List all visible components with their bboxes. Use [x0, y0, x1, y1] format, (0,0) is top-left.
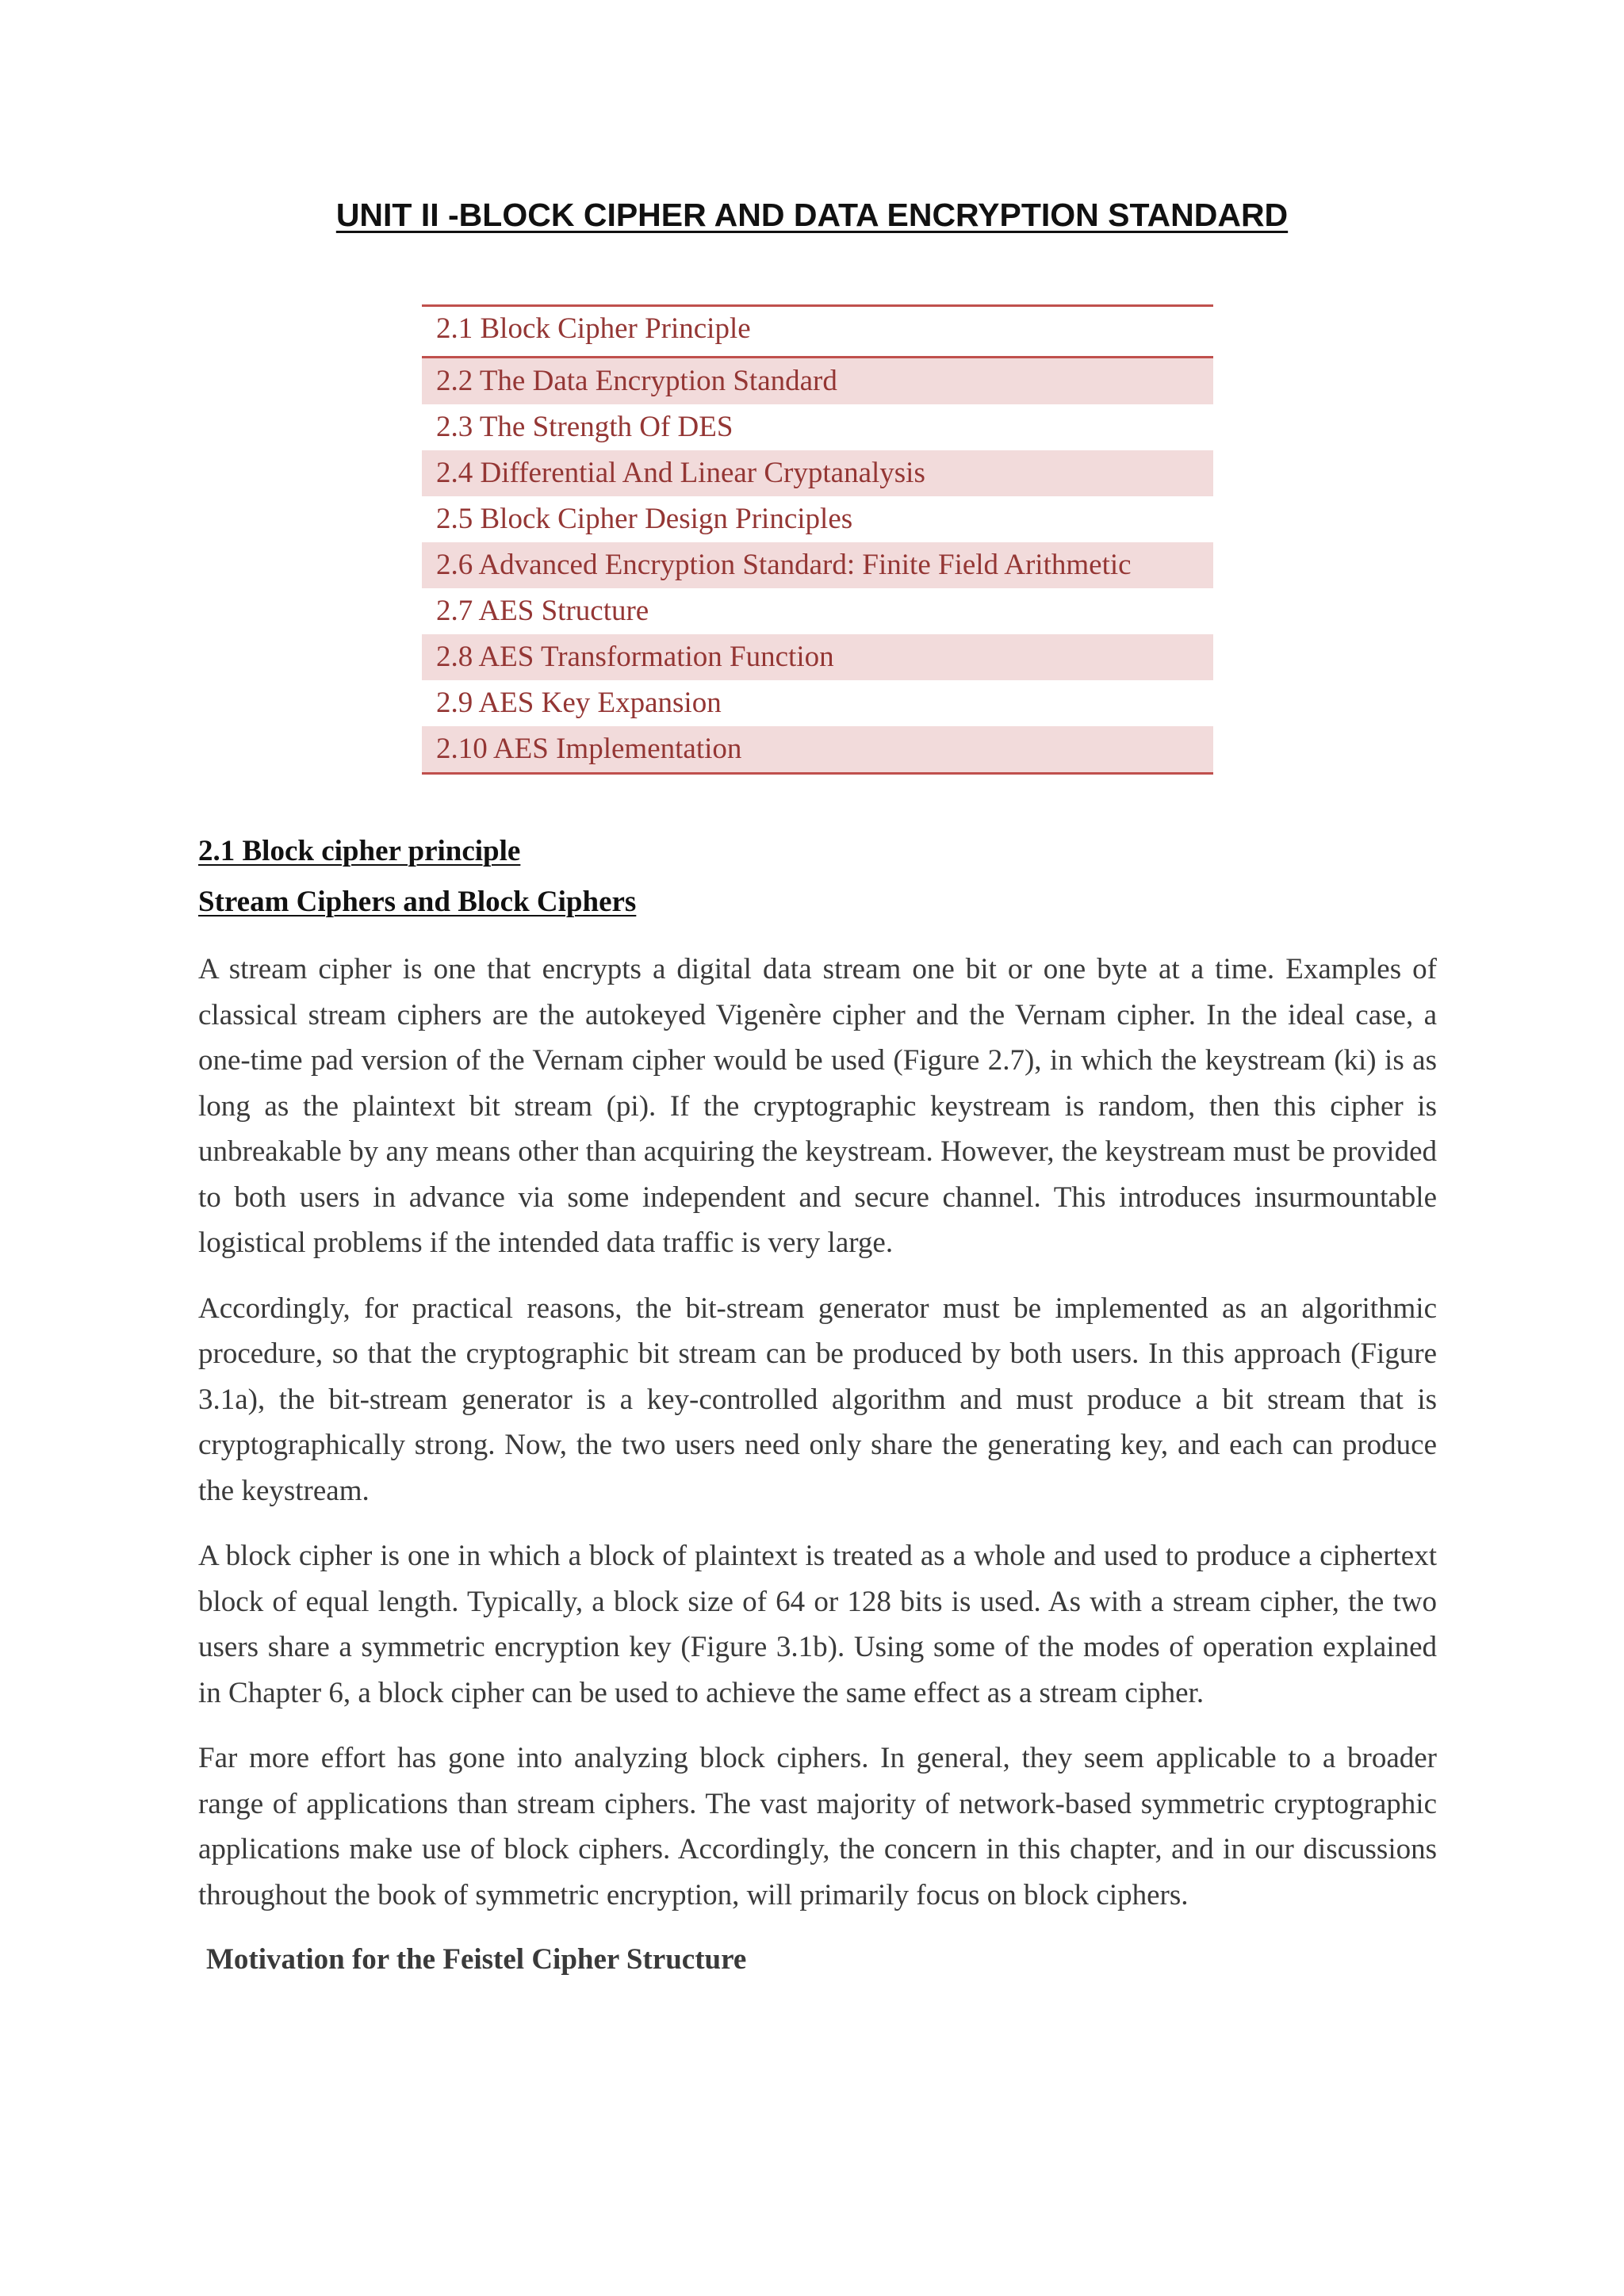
- paragraph: A stream cipher is one that encrypts a digital data stream one bit or one byte at a time. Examples of classical stream ciphers are the autokeyed Vigenère cipher and the Vernam cipher. In the ideal case, a one-time pad version of the Vernam cipher would be used (Figure 2.7), in which the keystream (ki) is as long as the plaintext bit stream (pi). If the cryptographic keystream is random, then this cipher is unbreakable by any means other than acquiring the keystream. However, the keystream must be provided to both users in advance via some independent and secure channel. This introduces insurmountable logistical problems if the intended data traffic is very large.: [198, 953, 1437, 1259]
- toc-item: 2.3 The Strength Of DES: [436, 411, 733, 443]
- subsection-heading: Stream Ciphers and Block Ciphers: [198, 886, 637, 918]
- paragraph: Far more effort has gone into analyzing block ciphers. In general, they seem applicable to a broader range of applications than stream ciphers. The vast majority of network-based symmetric cryptographic applications make use of block ciphers. Accordingly, the concern in this chapter, and in our discussions throughout the book of symmetric encryption, will primarily focus on block ciphers.: [198, 1742, 1437, 1911]
- document-body: [198, 829, 1437, 1982]
- section-heading: 2.1 Block cipher principle: [198, 835, 521, 867]
- toc-item: 2.5 Block Cipher Design Principles: [436, 503, 853, 535]
- paragraph: Accordingly, for practical reasons, the bit-stream generator must be implemented as an algorithmic procedure, so that the cryptographic bit stream can be produced by both users. In this approach (Figure 3.1a), the bit-stream generator is a key-controlled algorithm and must produce a bit stream that is cryptographically strong. Now, the two users need only share the generating key, and each can produce the keystream.: [198, 1292, 1437, 1507]
- toc-item: 2.6 Advanced Encryption Standard: Finite Field Arithmetic: [422, 542, 1213, 588]
- toc-item: 2.10 AES Implementation: [422, 726, 1213, 772]
- toc-item: 2.2 The Data Encryption Standard: [422, 358, 1213, 404]
- table-of-contents: [422, 304, 1213, 775]
- page-title: UNIT II -BLOCK CIPHER AND DATA ENCRYPTION STANDARD: [335, 197, 1289, 233]
- motivation-heading: Motivation for the Feistel Cipher Structure: [206, 1943, 747, 1976]
- toc-item: 2.1 Block Cipher Principle: [422, 307, 1213, 358]
- toc-item: 2.4 Differential And Linear Cryptanalysis: [422, 450, 1213, 496]
- paragraph: A block cipher is one in which a block of plaintext is treated as a whole and used to produce a ciphertext block of equal length. Typically, a block size of 64 or 128 bits is used. As with a stream cipher, the two users share a symmetric encryption key (Figure 3.1b). Using some of the modes of operation explained in Chapter 6, a block cipher can be used to achieve the same effect as a stream cipher.: [198, 1540, 1437, 1709]
- toc-item: 2.8 AES Transformation Function: [422, 634, 1213, 680]
- toc-item: 2.7 AES Structure: [436, 595, 649, 627]
- toc-item: 2.9 AES Key Expansion: [436, 687, 722, 719]
